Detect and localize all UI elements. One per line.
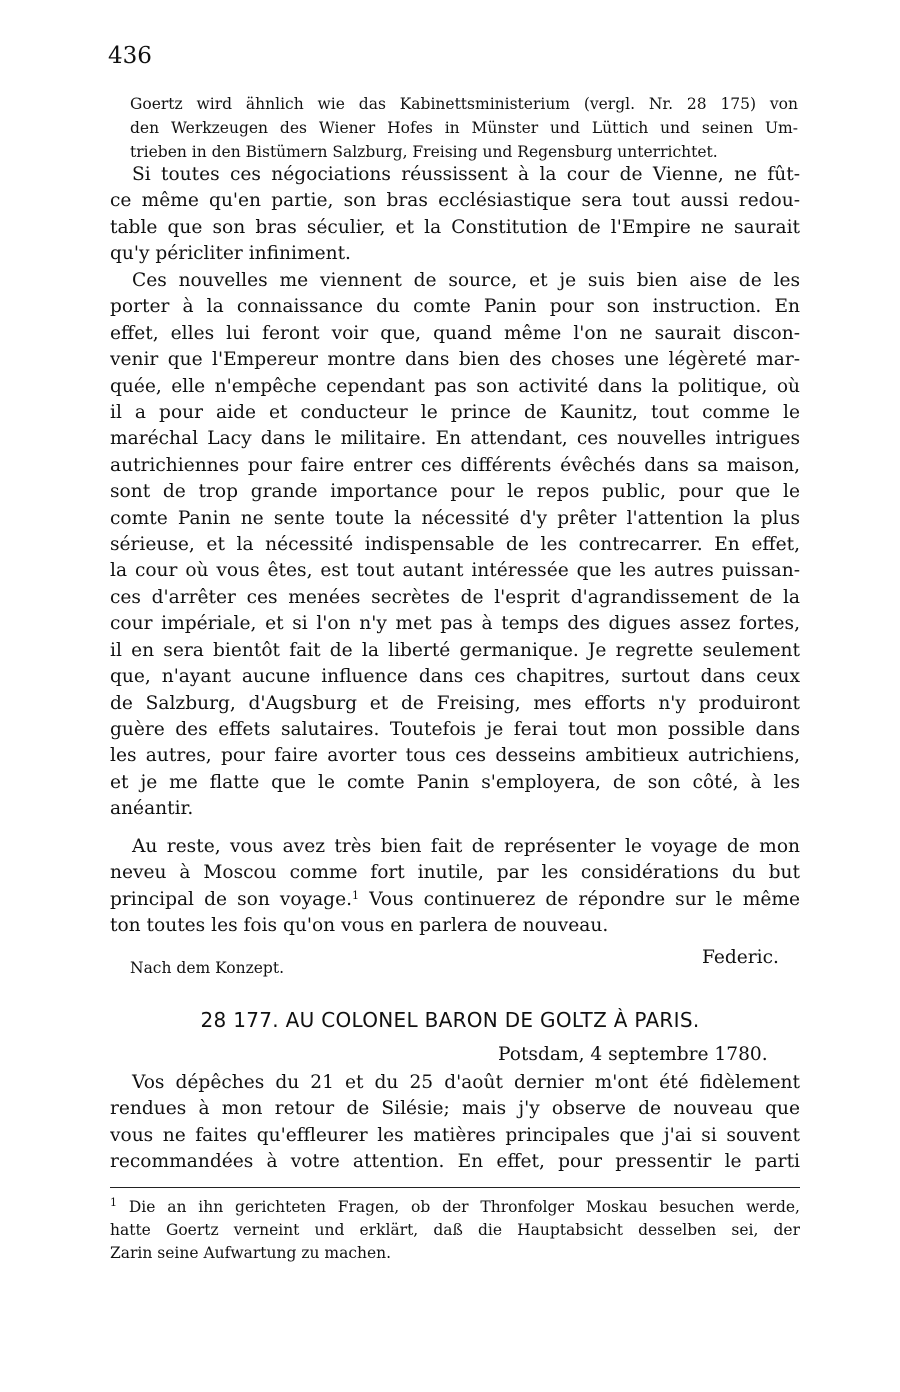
footnote-reference[interactable]: 1 <box>352 888 359 902</box>
text-line: quée, elle n'empêche cependant pas son activité dans la politique, où <box>110 375 800 397</box>
text-line: la cour où vous êtes, est tout autant intéressée que les autres puissan- <box>110 560 800 582</box>
text-line: cour impériale, et si l'on n'y met pas à temps des digues assez fortes, <box>110 613 800 635</box>
text-line: les autres, pour faire avorter tous ces desseins ambitieux autrichiens, <box>110 745 800 767</box>
text-line: maréchal Lacy dans le militaire. En attendant, ces nouvelles intrigues <box>110 428 800 450</box>
paragraph-4 <box>110 1070 800 1176</box>
text-line: que, n'ayant aucune influence dans ces chapitres, surtout dans ceux <box>110 666 800 688</box>
text-line: neveu à Moscou comme fort inutile, par les considérations du but <box>110 862 800 884</box>
text-line: et je me flatte que le comte Panin s'employera, de son côté, à les <box>110 771 800 793</box>
text-line: sont de trop grande importance pour le repos public, pour que le <box>110 481 800 503</box>
text-line: ces d'arrêter ces menées secrètes de l'esprit d'agrandissement de la <box>110 586 800 608</box>
text-line: Au reste, vous avez très bien fait de représenter le voyage de mon <box>132 836 800 857</box>
text-line: Ces nouvelles me viennent de source, et je suis bien aise de les <box>132 270 800 291</box>
text-segment: principal de son voyage. <box>110 888 352 910</box>
text-line: comte Panin ne sente toute la nécessité d'y prêter l'attention la plus <box>110 507 800 529</box>
dateline: Potsdam, 4 septembre 1780. <box>498 1044 768 1065</box>
text-line: sérieuse, et la nécessité indispensable de les contrecarrer. En effet, <box>110 534 800 556</box>
text-segment: Die an ihn gerichteten Fragen, ob der Thronfolger Moskau besuchen werde, <box>117 1198 800 1216</box>
text-line: autrichiennes pour faire entrer ces différents évêchés dans sa maison, <box>110 454 800 476</box>
footnote-divider <box>110 1187 800 1188</box>
intro-line: Goertz wird ähnlich wie das Kabinettsministerium (vergl. Nr. 28 175) von <box>130 95 798 113</box>
text-line: porter à la connaissance du comte Panin pour son instruction. En <box>110 296 800 318</box>
letter-heading: 28 177. AU COLONEL BARON DE GOLTZ À PARIS. <box>200 1008 700 1032</box>
text-line: ce même qu'en partie, son bras ecclésiastique sera tout aussi redou- <box>110 190 800 212</box>
paragraph-2 <box>110 268 800 823</box>
signature: Federic. <box>702 947 779 968</box>
text-line: Vos dépêches du 21 et du 25 d'août dernier m'ont été fidèlement <box>132 1072 800 1093</box>
source-note: Nach dem Konzept. <box>130 959 285 977</box>
text-line <box>110 887 800 913</box>
paragraph-3 <box>110 834 800 940</box>
text-line: qu'y péricliter infiniment. <box>110 243 351 265</box>
footnote-line: Zarin seine Aufwartung zu machen. <box>110 1244 392 1262</box>
text-line: il en sera bientôt fait de la liberté germanique. Je regrette seulement <box>110 639 800 661</box>
intro-line: trieben in den Bistümern Salzburg, Freising und Regensburg unterrichtet. <box>130 143 718 161</box>
text-line: Si toutes ces négociations réussissent à la cour de Vienne, ne fût- <box>132 164 800 185</box>
text-line: venir que l'Empereur montre dans bien des choses une légèreté mar- <box>110 349 800 371</box>
text-line: guère des effets salutaires. Toutefois je ferai tout mon possible dans <box>110 718 800 740</box>
footnote-marker: 1 <box>110 1196 117 1209</box>
text-line: ton toutes les fois qu'on vous en parlera de nouveau. <box>110 915 609 937</box>
text-line: recommandées à votre attention. En effet, pour pressentir le parti <box>110 1151 800 1173</box>
paragraph-1 <box>110 162 800 268</box>
footnote <box>110 1196 800 1265</box>
text-line: rendues à mon retour de Silésie; mais j'y observe de nouveau que <box>110 1098 800 1120</box>
text-line: vous ne faites qu'effleurer les matières principales que j'ai si souvent <box>110 1124 800 1146</box>
intro-summary <box>130 92 798 164</box>
text-line: il a pour aide et conducteur le prince de Kaunitz, tout comme le <box>110 402 800 424</box>
text-line: table que son bras séculier, et la Constitution de l'Empire ne saurait <box>110 216 800 238</box>
intro-line: den Werkzeugen des Wiener Hofes in Münster und Lüttich und seinen Um- <box>130 119 798 137</box>
page-number: 436 <box>108 43 152 69</box>
footnote-line <box>110 1196 800 1219</box>
text-line: de Salzburg, d'Augsburg et de Freising, mes efforts n'y produiront <box>110 692 800 714</box>
text-line: effet, elles lui feront voir que, quand même l'on ne saurait discon- <box>110 322 800 344</box>
text-line: anéantir. <box>110 798 194 820</box>
footnote-line: hatte Goertz verneint und erklärt, daß die Hauptabsicht desselben sei, der <box>110 1221 800 1239</box>
text-segment: Vous continuerez de répondre sur le même <box>359 888 800 910</box>
